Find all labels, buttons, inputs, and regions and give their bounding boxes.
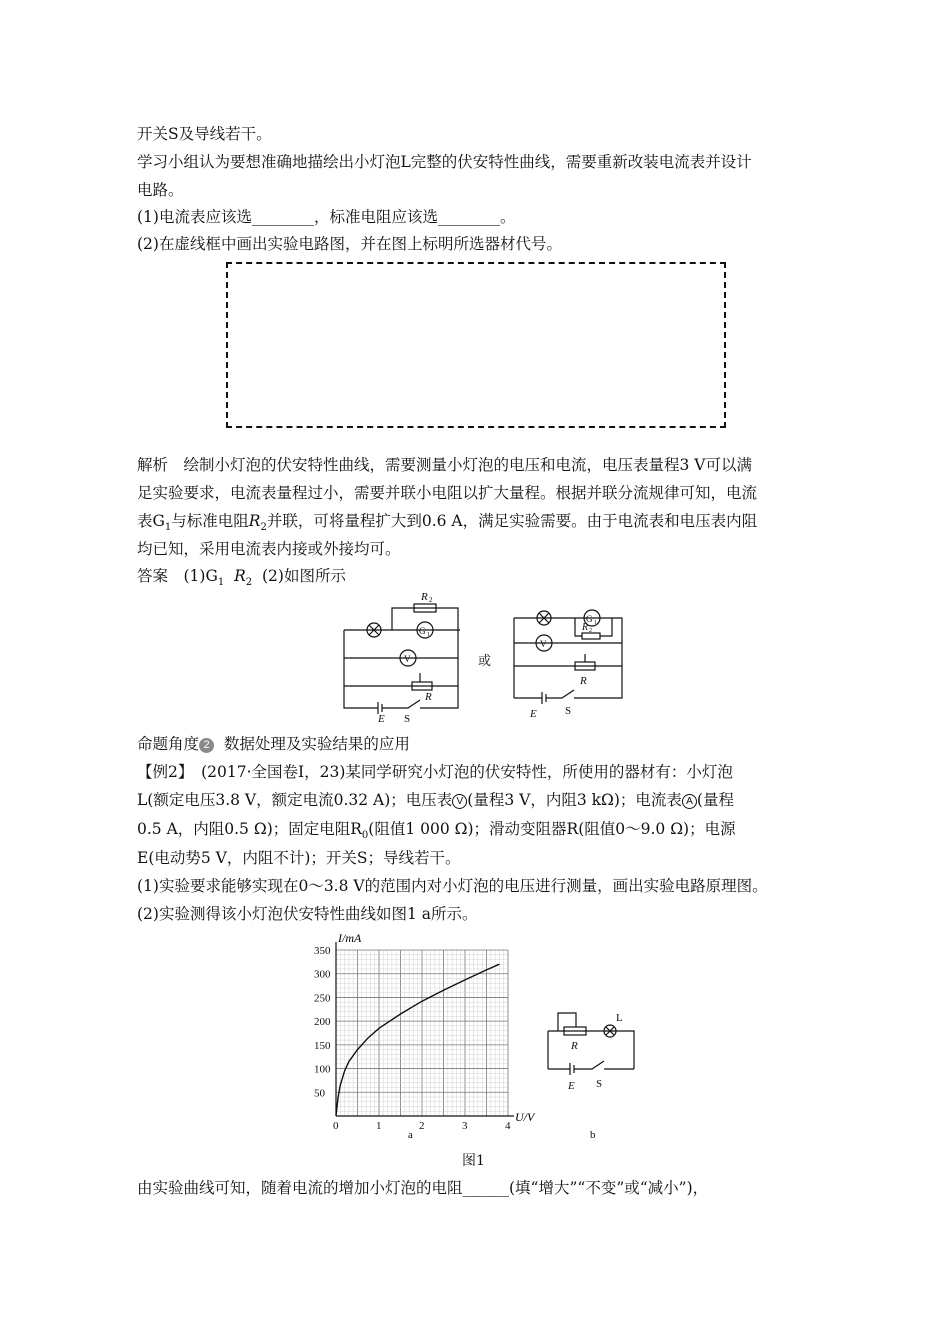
label-v: V bbox=[404, 654, 411, 664]
battery-e bbox=[542, 692, 546, 704]
label-r2-sub: 2 bbox=[429, 596, 433, 604]
example-seg: L(额定电压3.8 V，额定电流0.32 A)；电压表 bbox=[137, 791, 453, 809]
y-tick-label: 300 bbox=[314, 968, 331, 981]
example-line: E(电动势5 V，内阻不计)；开关S；导线若干。 bbox=[137, 849, 461, 867]
topic-seg: 数据处理及实验结果的应用 bbox=[223, 735, 410, 753]
subfigure-b-label: b bbox=[590, 1129, 596, 1141]
label-r: R bbox=[580, 675, 587, 687]
x-tick-label: 1 bbox=[376, 1120, 382, 1132]
chart-axes bbox=[336, 942, 514, 1116]
question-2: (2)实验测得该小灯泡伏安特性曲线如图1 a所示。 bbox=[137, 905, 478, 923]
rheostat-slider bbox=[558, 1013, 576, 1031]
label-or: 或 bbox=[478, 653, 492, 668]
analysis-seg: 表G bbox=[137, 512, 165, 530]
label-s: S bbox=[404, 713, 411, 725]
text-line: 由实验曲线可知，随着电流的增加小灯泡的电阻______(填“增大”“不变”或“减小”)， bbox=[137, 1179, 709, 1197]
circuit-b bbox=[540, 1005, 650, 1143]
chart-ticks bbox=[314, 945, 511, 1132]
label-g1: G bbox=[586, 614, 593, 624]
answer-line bbox=[137, 566, 346, 593]
switch-s bbox=[574, 1061, 604, 1069]
analysis-line: 足实验要求，电流表量程过小，需要并联小电阻以扩大量程。根据并联分流规律可知，电流 bbox=[137, 484, 758, 502]
label-r: R bbox=[571, 1040, 578, 1052]
example-line: 【例2】 (2017·全国卷Ⅰ，23)某同学研究小灯泡的伏安特性，所使用的器材有：小灯泡 bbox=[137, 763, 733, 781]
label-r2: R bbox=[421, 591, 428, 603]
analysis-line: 解析 绘制小灯泡的伏安特性曲线，需要测量小灯泡的电压和电流，电压表量程3 V可以满 bbox=[137, 456, 752, 474]
label-g1: G bbox=[419, 626, 426, 636]
switch-s bbox=[382, 700, 420, 708]
subscript: 0 bbox=[361, 830, 369, 842]
question-2: (2)在虚线框中画出实验电路图，并在图上标明所选器材代号。 bbox=[137, 235, 562, 253]
question-1: (1)电流表应该选________，标准电阻应该选________。 bbox=[137, 208, 516, 226]
y-axis-label: I/mA bbox=[338, 931, 362, 945]
topic-heading bbox=[137, 734, 410, 754]
answer-seg: (2)如图所示 bbox=[261, 567, 346, 585]
battery-e bbox=[570, 1063, 574, 1075]
subscript: 1 bbox=[164, 522, 172, 534]
text-line: 学习小组认为要想准确地描绘出小灯泡L完整的伏安特性曲线，需要重新改装电流表并设计 bbox=[137, 153, 752, 171]
chart-grid bbox=[336, 950, 508, 1116]
x-tick-label: 4 bbox=[505, 1120, 511, 1132]
y-tick-label: 100 bbox=[314, 1063, 331, 1076]
subfigure-a-label: a bbox=[408, 1129, 413, 1141]
subscript: 2 bbox=[260, 522, 267, 534]
switch-s bbox=[546, 690, 574, 698]
example-seg: (量程3 V，内阻3 kΩ)；电流表 bbox=[467, 791, 682, 809]
y-tick-label: 50 bbox=[314, 1087, 325, 1100]
label-g1-sub: 1 bbox=[594, 620, 597, 626]
label-r2-sub: 2 bbox=[589, 628, 592, 634]
question-1: (1)实验要求能够实现在0～3.8 V的范围内对小灯泡的电压进行测量，画出实验电路原理图。 bbox=[137, 877, 768, 895]
example-line bbox=[137, 819, 736, 846]
label-r: R bbox=[425, 691, 432, 703]
analysis-seg: 与标准电阻 bbox=[171, 512, 249, 530]
label-s: S bbox=[565, 705, 572, 717]
label-g1-sub: 1 bbox=[427, 632, 430, 638]
analysis-seg: R bbox=[248, 512, 261, 530]
label-e: E bbox=[530, 708, 537, 720]
wire bbox=[344, 686, 378, 708]
number-badge: 2 bbox=[199, 738, 214, 753]
analysis-seg: 并联，可将量程扩大到0.6 A，满足实验需要。由于电流表和电压表内阻 bbox=[266, 512, 758, 530]
y-tick-label: 150 bbox=[314, 1039, 331, 1052]
label-l: L bbox=[616, 1012, 623, 1024]
example-line bbox=[137, 790, 734, 810]
x-tick-label: 2 bbox=[419, 1120, 425, 1132]
label-s: S bbox=[596, 1078, 603, 1090]
topic-seg: 命题角度 bbox=[137, 735, 200, 753]
x-tick-label: 0 bbox=[333, 1120, 339, 1132]
example-seg: 0.5 A，内阻0.5 Ω)；固定电阻R bbox=[137, 820, 362, 838]
answer-box-dashed bbox=[226, 262, 726, 428]
ammeter-icon: A bbox=[682, 794, 697, 809]
text-line: 电路。 bbox=[137, 181, 184, 199]
y-tick-label: 350 bbox=[314, 945, 331, 957]
label-e: E bbox=[378, 713, 385, 725]
answer-seg: 答案 (1)G bbox=[137, 567, 218, 585]
voltmeter-icon: V bbox=[452, 794, 467, 809]
text-line: 开关S及导线若干。 bbox=[137, 125, 272, 143]
example-seg: (量程 bbox=[696, 791, 734, 809]
analysis-line: 均已知，采用电流表内接或外接均可。 bbox=[137, 540, 401, 558]
subscript: 2 bbox=[245, 577, 253, 589]
subscript: 1 bbox=[217, 577, 225, 589]
figure-caption: 图1 bbox=[462, 1153, 485, 1169]
label-v: V bbox=[540, 639, 547, 649]
x-axis-label: U/V bbox=[515, 1110, 535, 1124]
y-tick-label: 250 bbox=[314, 992, 331, 1005]
answer-circuits bbox=[330, 588, 640, 723]
iv-chart bbox=[300, 928, 535, 1143]
example-seg: (阻值1 000 Ω)；滑动变阻器R(阻值0～9.0 Ω)；电源 bbox=[368, 820, 736, 838]
label-r2: R bbox=[582, 622, 589, 633]
x-tick-label: 3 bbox=[462, 1120, 468, 1132]
label-e: E bbox=[568, 1080, 575, 1092]
wire bbox=[514, 618, 622, 666]
answer-seg: R bbox=[234, 567, 246, 585]
analysis-line bbox=[137, 511, 757, 538]
y-tick-label: 200 bbox=[314, 1016, 331, 1029]
wire bbox=[548, 1031, 634, 1069]
